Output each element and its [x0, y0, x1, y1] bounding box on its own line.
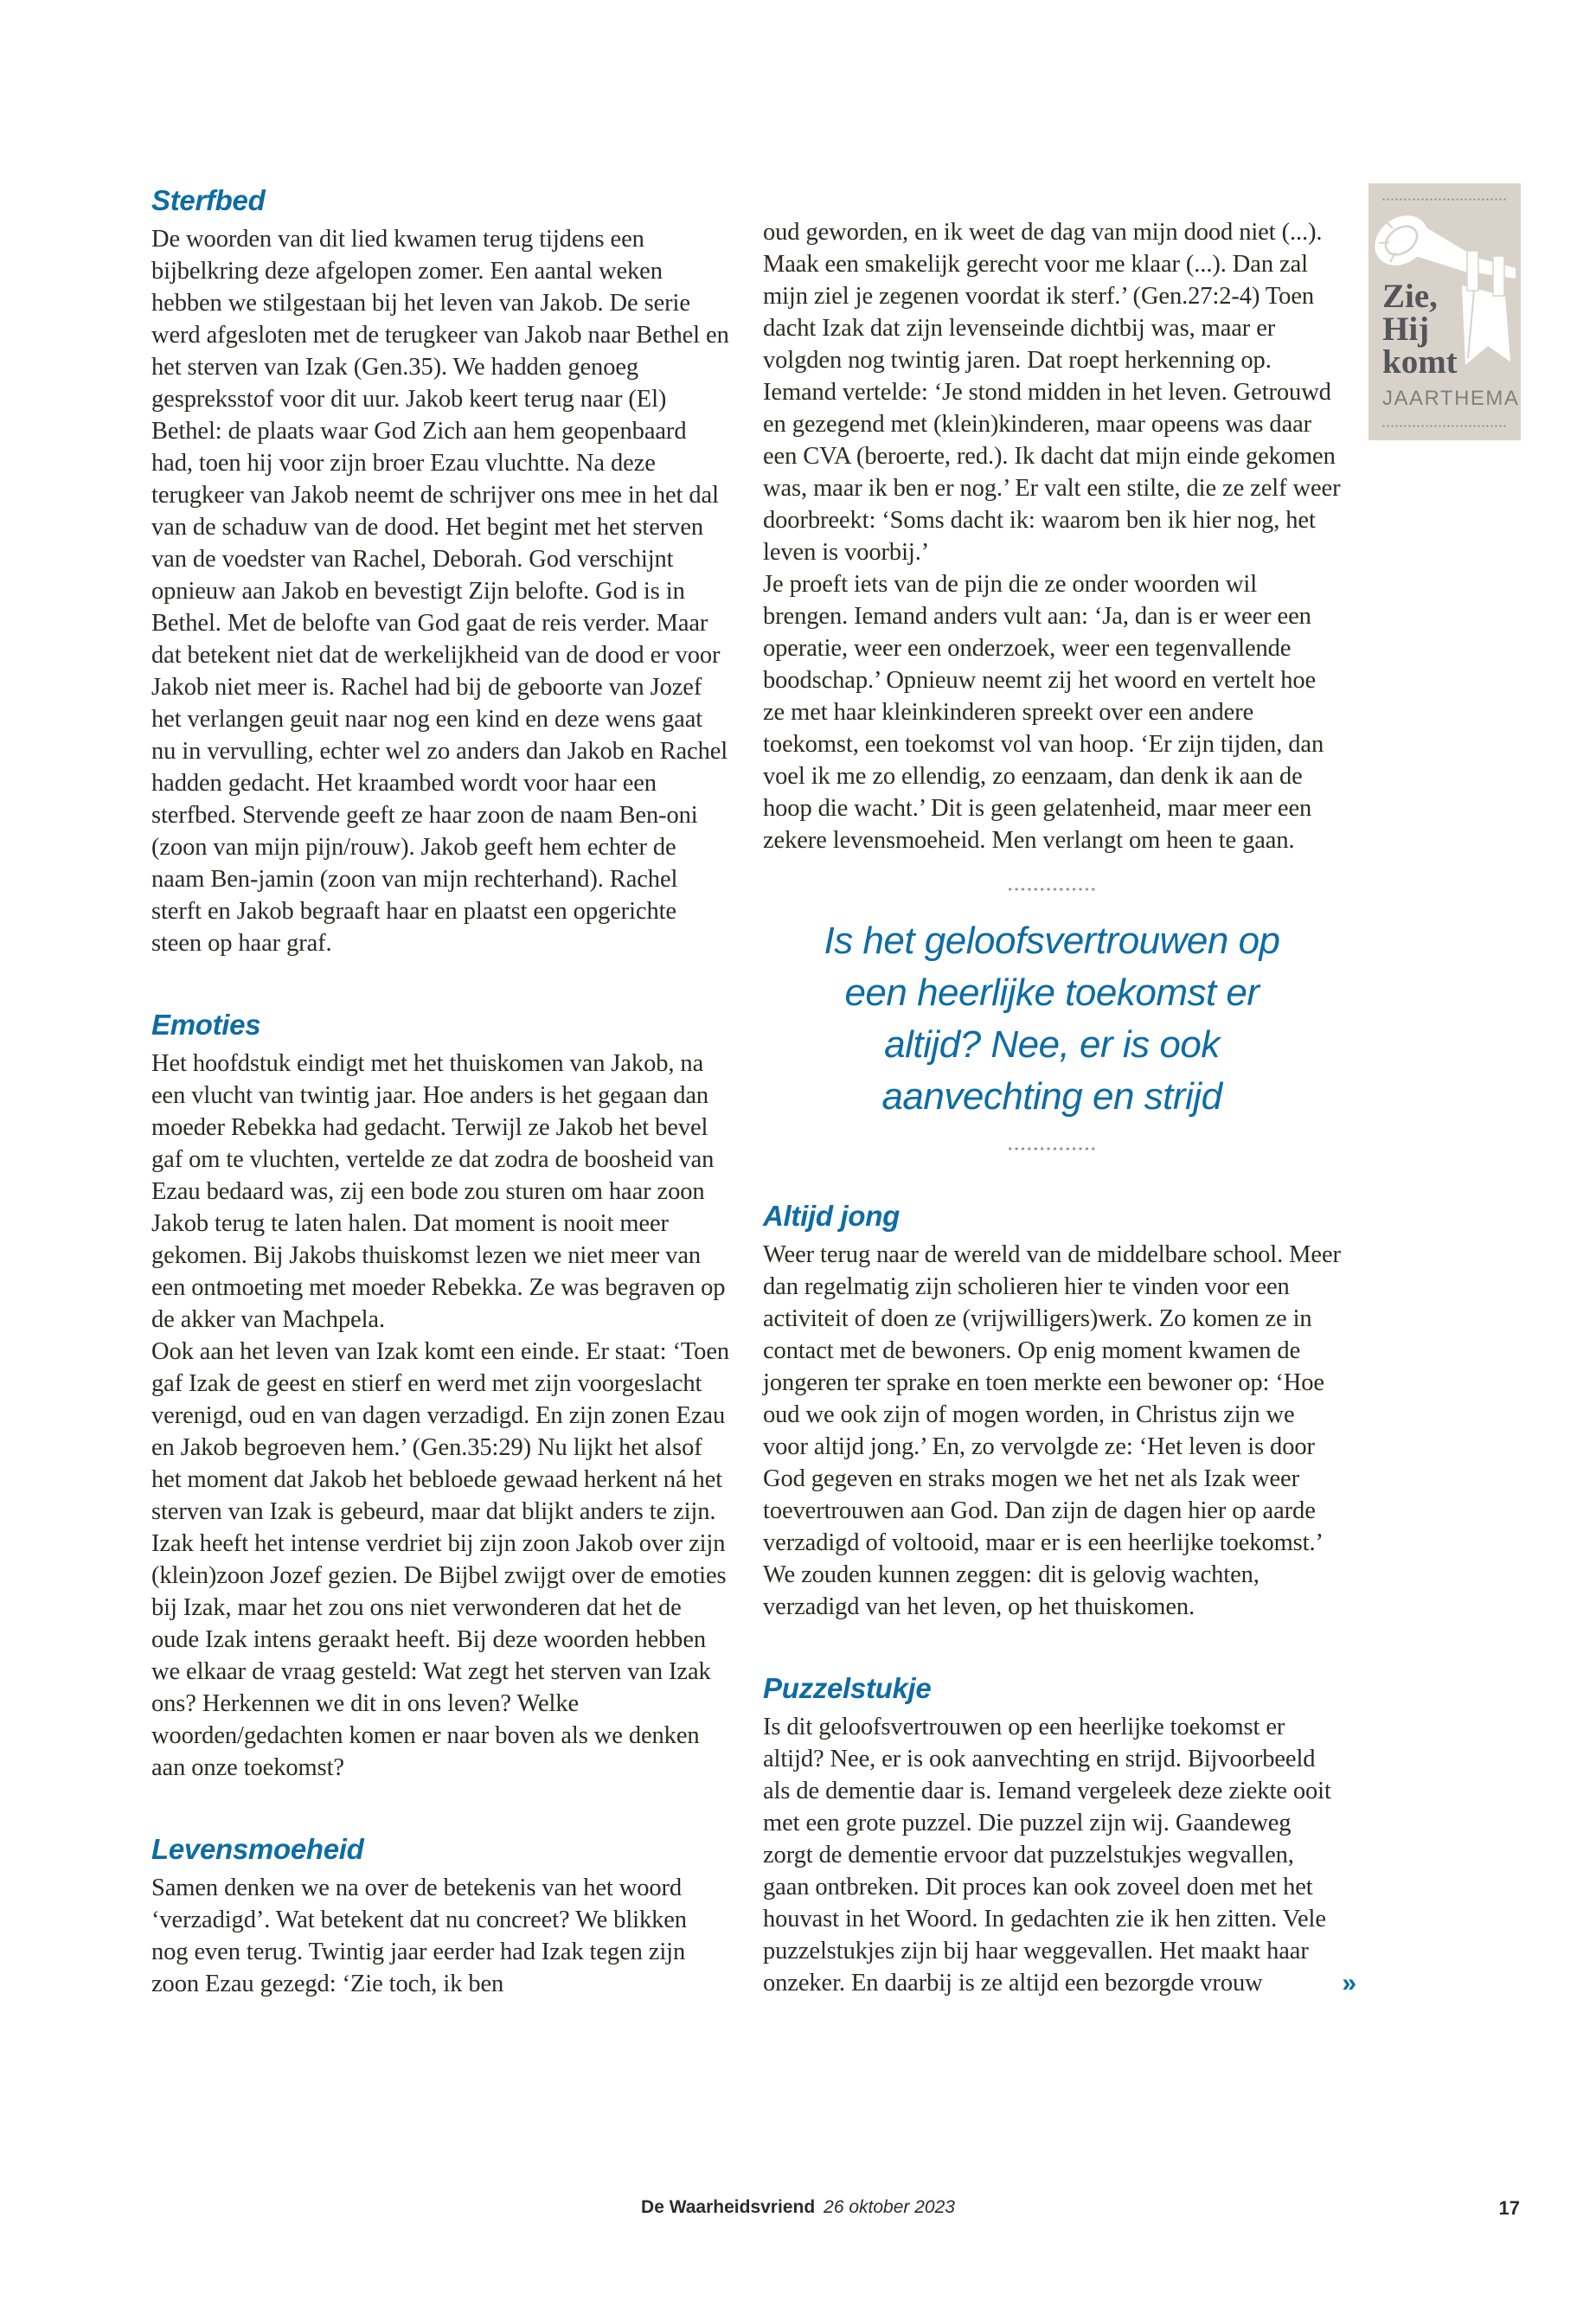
- section-heading-emoties: Emoties: [151, 1009, 261, 1041]
- section-heading-sterfbed: Sterfbed: [151, 184, 266, 216]
- badge-title-line: Zie,: [1382, 278, 1438, 315]
- left-column: [151, 183, 729, 2000]
- section-heading-puzzelstukje: Puzzelstukje: [763, 1672, 932, 1704]
- body-paragraph: De woorden van dit lied kwamen terug tijdens een bijbelkring deze afgelopen zomer. Een aantal weken hebben we stilgestaan bij het leven van Jakob. De serie werd afgesloten met de terugkeer van Jakob naar Bethel en het sterven van Izak (Gen.35). We hadden genoeg gespreksstof voor dit uur. Jakob keert terug naar (El) Bethel: de plaats waar God Zich aan hem geopenbaard had, toen hij voor zijn broer Ezau vluchtte. Na deze terugkeer van Jakob neemt de schrijver ons mee in het dal van de schaduw van de dood. Het begint met het sterven van de voedster van Rachel, Deborah. God verschijnt opnieuw aan Jakob en bevestigt Zijn belofte. God is in Bethel. Met de belofte van God gaat de reis verder. Maar dat betekent niet dat de werkelijkheid van de dood er voor Jakob niet meer is. Rachel had bij de geboorte van Jozef het verlangen geuit naar nog een kind en deze wens gaat nu in vervulling, echter wel zo anders dan Jakob en Rachel hadden gedacht. Het kraambed wordt voor haar een sterfbed. Stervende geeft ze haar zoon de naam Ben-oni (zoon van mijn pijn/rouw). Jakob geeft hem echter de naam Ben-jamin (zoon van mijn rechterhand). Rachel sterft en Jakob begraaft haar en plaatst een opgerichte steen op haar graf.: [151, 226, 729, 957]
- body-paragraph: [763, 1711, 1356, 1999]
- body-paragraph: Ook aan het leven van Izak komt een einde. Er staat: ‘Toen gaf Izak de geest en stierf en werd met zijn voorgeslacht verenigd, oud en van dagen verzadigd. En zijn zonen Ezau en Jakob begroeven hem.’ (Gen.35:29) Nu lijkt het alsof het moment dat Jakob het bebloede gewaad herkent ná het sterven van Izak is gebeurd, maar dat blijkt anders te zijn. Izak heeft het intense verdriet bij zijn zoon Jakob over zijn (klein)zoon Jozef gezien. De Bijbel zwijgt over de emoties bij Izak, maar het zou ons niet verwonderen dat het de oude Izak intens geraakt heeft. Bij deze woorden hebben we elkaar de vraag gesteld: Wat zegt het sterven van Izak ons? Herkennen we dit in ons leven? Welke woorden/gedachten komen er naar boven als we denken aan onze toekomst?: [151, 1338, 730, 1781]
- magazine-name: De Waarheidsvriend: [641, 2197, 816, 2217]
- badge-dotted-border-bottom: [1381, 425, 1508, 427]
- pull-quote-line: Is het geloofsvertrouwen op: [824, 920, 1280, 962]
- badge-dotted-border-top: [1381, 198, 1508, 201]
- pull-quote-line: een heerlijke toekomst er: [844, 971, 1259, 1014]
- badge-subtitle: JAARTHEMA: [1382, 387, 1520, 410]
- issue-date: 26 oktober 2023: [824, 2197, 955, 2217]
- pull-quote: [763, 915, 1341, 1123]
- page-footer: [0, 2197, 1596, 2218]
- pull-quote-line: aanvechting en strijd: [881, 1075, 1222, 1118]
- continuation-marker: »: [1342, 1969, 1356, 1997]
- dotted-separator: [1007, 888, 1097, 891]
- badge-title-line: Hij: [1382, 311, 1430, 348]
- jaarthema-badge: [1368, 183, 1521, 440]
- section-heading-altijd-jong: Altijd jong: [763, 1200, 900, 1232]
- badge-text-block: [1382, 280, 1519, 411]
- body-paragraph: Weer terug naar de wereld van de middelbare school. Meer dan regelmatig zijn scholieren hier te vinden voor een activiteit of doen ze (vrijwilligers)werk. Zo komen ze in contact met de bewoners. Op enig moment kwamen de jongeren ter sprake en toen merkte een bewoner op: ‘Hoe oud we ook zijn of mogen worden, in Christus zijn we voor altijd jong.’ En, zo vervolgde ze: ‘Het leven is door God gegeven en straks mogen we het net als Izak weer toevertrouwen aan God. Dan zijn de dagen hier op aarde verzadigd of voltooid, maar er is een heerlijke toekomst.’ We zouden kunnen zeggen: dit is gelovig wachten, verzadigd van het leven, op het thuiskomen.: [763, 1241, 1341, 1620]
- pull-quote-line: altijd? Nee, er is ook: [884, 1023, 1220, 1066]
- page-number: 17: [1498, 2197, 1520, 2219]
- badge-title-line: komt: [1382, 343, 1458, 381]
- dotted-separator: [1007, 1147, 1097, 1150]
- body-paragraph: Je proeft iets van de pijn die ze onder woorden wil brengen. Iemand anders vult aan: ‘Ja, dan is er weer een operatie, weer een onderzoek, weer een tegenvallende boodschap.’ Opnieuw neemt zij het woord en vertelt hoe ze met haar kleinkinderen spreekt over een andere toekomst, een toekomst vol van hoop. ‘Er zijn tijden, dan voel ik me zo ellendig, zo eenzaam, dan denk ik aan de hoop die wacht.’ Dit is geen gelatenheid, maar meer een zekere levensmoeheid. Men verlangt om heen te gaan.: [763, 571, 1324, 854]
- body-paragraph: Het hoofdstuk eindigt met het thuiskomen van Jakob, na een vlucht van twintig jaar. Hoe anders is het gegaan dan moeder Rebekka had gedacht. Terwijl ze Jakob het bevel gaf om te vluchten, vertelde ze dat zodra de boosheid van Ezau bedaard was, zij een bode zou sturen om haar zoon Jakob terug te laten halen. Dat moment is nooit meer gekomen. Bij Jakobs thuiskomst lezen we niet meer van een ontmoeting met moeder Rebekka. Ze was begraven op de akker van Machpela.: [151, 1050, 726, 1333]
- body-paragraph: Iemand vertelde: ‘Je stond midden in het leven. Getrouwd en gezegend met (klein)kinderen, maar opeens was daar een CVA (beroerte, red.). Ik dacht dat mijn einde gekomen was, maar ik ben er nog.’ Er valt een stilte, die ze zelf weer doorbreekt: ‘Soms dacht ik: waarom ben ik hier nog, het leven is voorbij.’: [763, 379, 1341, 566]
- body-paragraph: Samen denken we na over de betekenis van het woord ‘verzadigd’. Wat betekent dat nu concreet? We blikken nog even terug. Twintig jaar eerder had Izak tegen zijn zoon Ezau gezegd: ‘Zie toch, ik ben: [151, 1875, 687, 1997]
- section-heading-levensmoeheid: Levensmoeheid: [151, 1833, 364, 1865]
- right-column: [763, 216, 1356, 1999]
- body-paragraph-text: Is dit geloofsvertrouwen op een heerlijke toekomst er altijd? Nee, er is ook aanvechting en strijd. Bijvoorbeeld als de dementie daar is. Iemand vergeleek deze ziekte ooit met een grote puzzel. Die puzzel zijn wij. Gaandeweg zorgt de dementie ervoor dat puzzelstukjes wegvallen, gaan ontbreken. Dit proces kan ook zoveel doen met het houvast in het Woord. In gedachten zie ik hen zitten. Vele puzzelstukjes zijn bij haar weggevallen. Het maakt haar onzeker. En daarbij is ze altijd een bezorgde vrouw: [763, 1714, 1331, 1997]
- body-paragraph: oud geworden, en ik weet de dag van mijn dood niet (...). Maak een smakelijk gerecht voor me klaar (...). Dan zal mijn ziel je zegenen voordat ik sterf.’ (Gen.27:2-4) Toen dacht Izak dat zijn levenseinde dichtbij was, maar er volgden nog twintig jaren. Dat roept herkenning op.: [763, 219, 1323, 374]
